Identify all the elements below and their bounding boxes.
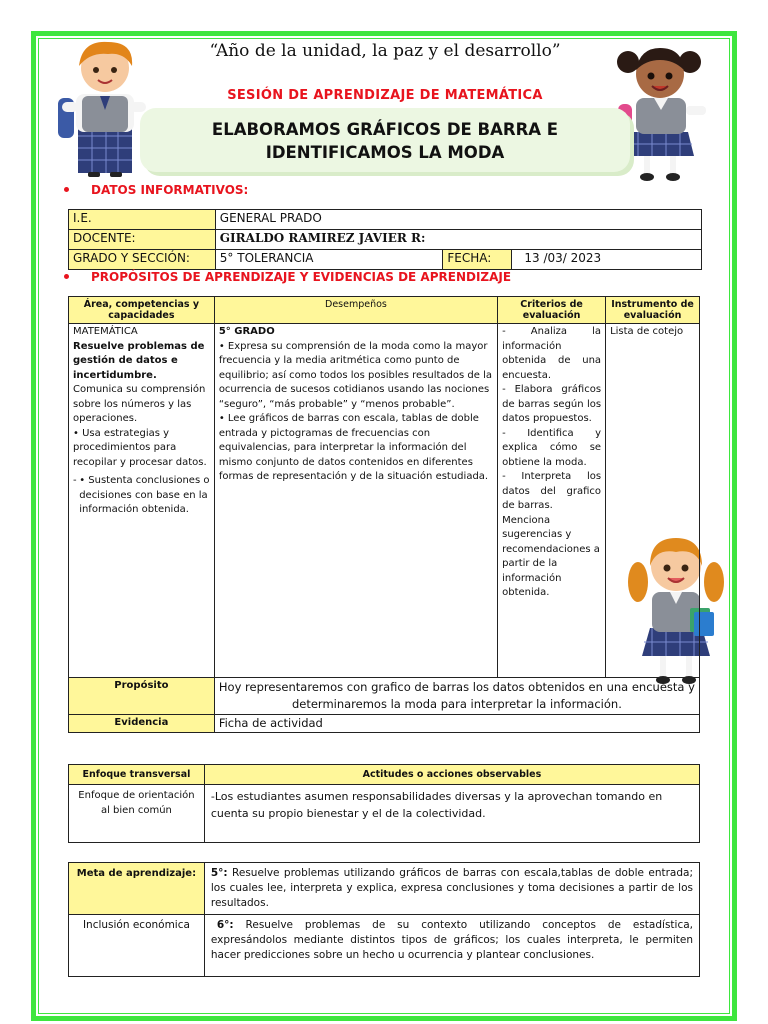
page-title	[140, 118, 630, 164]
datos-heading-text: DATOS INFORMATIVOS:	[91, 183, 249, 197]
docente-value: GIRALDO RAMIREZ JAVIER R:	[215, 230, 701, 250]
desempenos-cell	[214, 324, 497, 678]
table-row	[69, 230, 702, 250]
propositos-heading	[91, 270, 511, 284]
capacidad-3-row	[73, 474, 210, 518]
table-header-row	[69, 765, 700, 785]
propositos-table	[68, 296, 700, 733]
table-row	[69, 915, 700, 977]
ie-label: I.E.	[69, 210, 216, 230]
actitud-text: -Los estudiantes asumen responsabilidades diversas y la aprovechan tomando en cuenta su propio bienestar y el de la colectividad.	[204, 785, 699, 843]
col-area: Área, competencias y capacidades	[69, 297, 215, 324]
grado-label: GRADO Y SECCIÓN:	[69, 250, 216, 270]
meta-5-cell	[204, 863, 699, 915]
table-row	[69, 678, 700, 715]
meta-6-cell	[204, 915, 699, 977]
datos-table	[68, 209, 702, 270]
table-header-row	[69, 297, 700, 324]
col-desempenos: Desempeños	[214, 297, 497, 324]
criterio-2: - Elabora gráficos de barras según los datos propuestos.	[502, 384, 602, 424]
meta-6-text: Resuelve problemas de su contexto utilizando conceptos de estadística, expresándolos mediante distintos tipos de gráficos; los cuales interpreta, le permiten hacer predicciones sobre un hecho u ocurrencia y plantear conclusiones.	[210, 919, 693, 961]
table-row	[69, 863, 700, 915]
meta-5-text: Resuelve problemas utilizando gráficos de barras con escala,tablas de doble entrada; los cuales lee, interpreta y explica, expresa conclusiones y toma decisiones a partir de los resultados.	[210, 867, 693, 909]
evidencia-label: Evidencia	[69, 715, 215, 733]
inclusion-text: Inclusión económica	[69, 915, 205, 977]
table-row	[69, 250, 702, 270]
competencia: Resuelve problemas de gestión de datos e incertidumbre.	[73, 340, 205, 381]
bullet-icon	[64, 274, 69, 279]
col-enfoque: Enfoque transversal	[69, 765, 205, 785]
title-line-2: IDENTIFICAMOS LA MODA	[265, 143, 505, 162]
capacidad-2: • Usa estrategias y procedimientos para recopilar y procesar datos.	[73, 427, 207, 468]
enfoque-name: Enfoque de orientación al bien común	[69, 785, 205, 843]
motto-text: “Año de la unidad, la paz y el desarrollo”	[209, 41, 561, 61]
title-line-1: ELABORAMOS GRÁFICOS DE BARRA E	[211, 120, 559, 139]
proposito-label: Propósito	[69, 678, 215, 715]
area-cell	[69, 324, 215, 678]
fecha-label: FECHA:	[443, 250, 512, 270]
criterios-cell	[498, 324, 606, 678]
meta-label: Meta de aprendizaje:	[69, 863, 205, 915]
col-instrumento: Instrumento de evaluación	[606, 297, 700, 324]
meta-table	[68, 862, 700, 977]
meta-5-prefix: 5°:	[210, 867, 228, 879]
fecha-value: 13 /03/ 2023	[512, 250, 702, 270]
criterio-3: - Identifica y explica cómo se obtiene la moda.	[502, 427, 602, 468]
datos-heading	[91, 183, 248, 197]
table-row	[69, 324, 700, 678]
criterio-5: Menciona sugerencias y recomendaciones a partir de la información obtenida.	[502, 514, 600, 598]
docente-label: DOCENTE:	[69, 230, 216, 250]
capacidad-3-dash: -	[73, 475, 77, 486]
table-row	[69, 210, 702, 230]
session-subject: SESIÓN DE APRENDIZAJE DE MATEMÁTICA	[227, 88, 543, 103]
criterio-4: - Interpreta los datos del grafico de barras.	[502, 471, 602, 511]
evidencia-text: Ficha de actividad	[214, 715, 699, 733]
col-actitudes: Actitudes o acciones observables	[204, 765, 699, 785]
ie-value: GENERAL PRADO	[215, 210, 701, 230]
enfoque-table	[68, 764, 700, 843]
col-criterios: Criterios de evaluación	[498, 297, 606, 324]
desempeno-1: • Expresa su comprensión de la moda como la mayor frecuencia y la media aritmética como punto de equilibrio; así como todos los posibles resultados de la ocurrencia de sucesos cotidianos usando las nociones “seguro”, “más probable” y “menos probable”.	[218, 340, 492, 410]
table-row	[69, 785, 700, 843]
propositos-heading-text: PROPÓSITOS DE APRENDIZAJE Y EVIDENCIAS DE APRENDIZAJE	[91, 270, 512, 284]
area-name: MATEMÁTICA	[73, 326, 138, 337]
criterio-1: - Analiza la información obtenida de una encuesta.	[502, 326, 602, 381]
capacidad-1: Comunica su comprensión sobre los números y las operaciones.	[73, 384, 206, 424]
grado-label: 5° GRADO	[218, 326, 275, 337]
capacidad-3: • Sustenta conclusiones o decisiones con base en la información obtenida.	[79, 475, 210, 515]
instrumento-cell: Lista de cotejo	[606, 324, 700, 678]
table-row	[69, 715, 700, 733]
proposito-text: Hoy representaremos con grafico de barras los datos obtenidos en una encuesta y determinaremos la moda para interpretar la información.	[214, 678, 699, 715]
bullet-icon	[64, 187, 69, 192]
desempeno-2: • Lee gráficos de barras con escala, tablas de doble entrada y pictogramas de frecuencias con equivalencias, para interpretar la información del mismo conjunto de datos contenidos en diferentes formas de representación y de la situación estudiada.	[218, 413, 489, 482]
grado-value: 5° TOLERANCIA	[215, 250, 443, 270]
meta-6-prefix: 6°:	[216, 919, 234, 931]
